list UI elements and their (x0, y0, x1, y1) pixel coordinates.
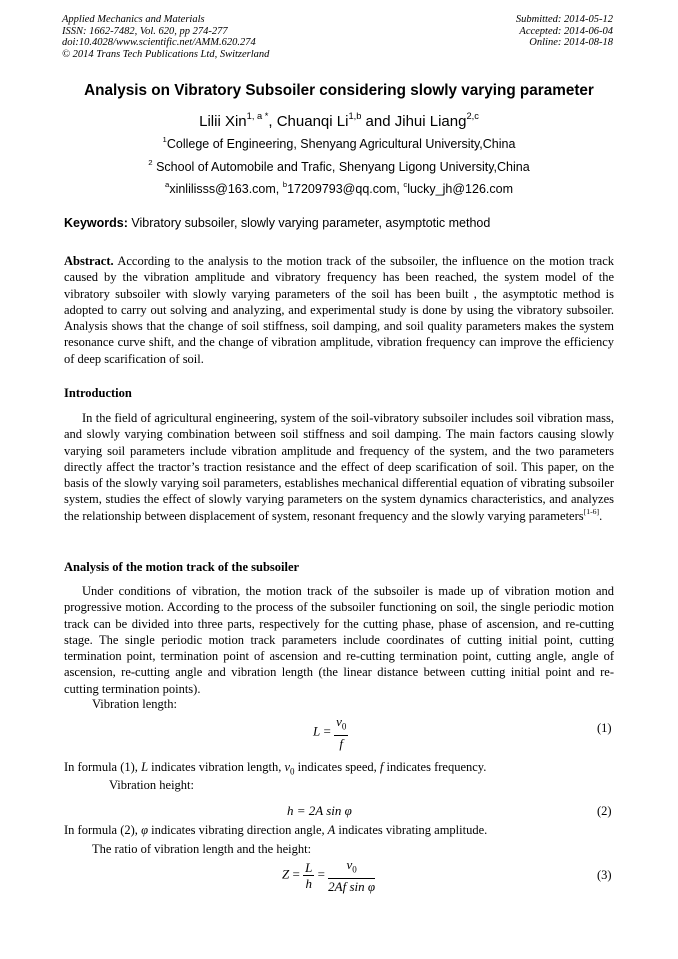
author-2-sup: 1,b (348, 111, 362, 122)
formula-2-explanation: In formula (2), φ indicates vibrating direction angle, A indicates vibrating amplitude. (64, 823, 488, 837)
email-c[interactable]: lucky_jh@126.com (407, 182, 513, 196)
email-b[interactable]: 17209793@qq.com, (287, 182, 404, 196)
paper-title: Analysis on Vibratory Subsoiler considering slowly varying parameter (84, 82, 594, 99)
author-3-sup: 2,c (466, 111, 479, 122)
introduction-heading: Introduction (64, 386, 132, 400)
email-a[interactable]: xinlilisss@163.com, (169, 182, 283, 196)
motion-track-text: Under conditions of vibration, the motion track of the subsoiler is made up of vibration motion and progressive motion. According to the process of the subsoiler functioning on soil, the single periodic motion track can be divided into three parts, respectively for the cutting phase, phase of ascension, and re-cutting stage. The single periodic motion track parameters include coordinates of cutting initial point, cutting termination point, termination point of ascension and re-cutting termination point, cutting angle, angle of ascension, re-cutting angle and vibration length (the linear distance between cutting initial point and re-cutting termination points). (64, 584, 614, 696)
affiliation-1: $^1$College of Engineering, Shenyang Agricultural University,China (162, 135, 516, 151)
equation-3-fraction-1: $\frac{L}{h}$ (305, 859, 313, 891)
submitted-date: Submitted: 2014-05-12 (515, 14, 613, 25)
journal-header (62, 14, 269, 60)
keywords-text: Vibratory subsoiler, slowly varying parameter, asymptotic method (127, 216, 491, 230)
vibration-height-label: Vibration height: (109, 778, 194, 792)
affiliation-2: $^2$ School of Automobile and Trafic, Shenyang Ligong University,China (148, 158, 530, 174)
doi-line: doi:10.4028/www.scientific.net/AMM.620.274 (62, 37, 256, 48)
keywords-label: Keywords: (64, 216, 128, 230)
online-date: Online: 2014-08-18 (529, 37, 613, 48)
author-1: Lilii Xin (199, 113, 247, 130)
author-3: and Jihui Liang (361, 113, 467, 130)
abstract (64, 253, 614, 367)
email-line: $^a$xinlilisss@163.com, $^b$17209793@qq.com, $^c$lucky_jh@126.com (165, 180, 513, 196)
equation-3-number: (3) (597, 868, 612, 882)
keywords (64, 216, 624, 230)
citation-ref[interactable]: [1-6] (583, 506, 600, 516)
author-line (0, 113, 678, 130)
introduction-text: In the field of agricultural engineering, system of the soil-vibratory subsoiler includes soil vibration mass, and slowly varying combination between soil stiffness and soil damping. The main factors causing slowly varying soil parameters include vibration amplitude and frequency of the system, and the two parameters directly affect the tractor’s traction resistance and the effect of deep scarification of soil. This paper, on the basis of the slowly varying soil parameters, establishes mechanical differential equation of vibrating subsoiler system, studies the effect of slowly varying parameters on the system dynamics characteristics, and analyzes the relationship between displacement of system, resonant frequency and the slowly varying parameters[1-6]. (64, 411, 614, 523)
equation-1-fraction: $\frac{v_0}{f}$ (336, 714, 347, 751)
equation-2: h = 2A sin φ (287, 803, 352, 818)
journal-name: Applied Mechanics and Materials (62, 14, 205, 25)
abstract-text: According to the analysis to the motion track of the subsoiler, the influence on the motion track caused by the vibration amplitude and vibratory frequency has been reached, the system model of the vibratory subsoiler with slowly varying parameters of the soil has been built , the asymptotic method is adopted to carry out solving and analyzing, and experimental study is done by using the vibratory subsoiler. Analysis shows that the change of soil stiffness, soil damping, and soil quality parameters makes the system resonance curve shift, and the change of vibration amplitude, vibration frequency can improve the efficiency of deep scarification of soil. (64, 254, 614, 366)
formula-1-explanation: In formula (1), L indicates vibration length, $v_0$ indicates speed, f indicates frequency. (64, 760, 487, 777)
abstract-label: Abstract. (64, 254, 114, 268)
equation-3-fraction-2: $\frac{v_0}{\text{2Af sin φ}}$ (328, 857, 376, 894)
equation-1-number: (1) (597, 721, 612, 735)
issn-line: ISSN: 1662-7482, Vol. 620, pp 274-277 (62, 25, 228, 37)
author-1-sup: 1, a * (246, 111, 269, 122)
motion-track-heading: Analysis of the motion track of the subsoiler (64, 560, 300, 574)
equation-2-number: (2) (597, 804, 612, 818)
ratio-label: The ratio of vibration length and the height: (92, 842, 312, 856)
equation-1: L = $\frac{v_0}{f}$ (313, 714, 347, 751)
dates-header (516, 14, 613, 49)
vibration-length-label: Vibration length: (92, 697, 177, 711)
accepted-date: Accepted: 2014-06-04 (519, 25, 613, 37)
equation-3: Z = $\frac{L}{h}$ = $\frac{v_0}{\text{2Af sin φ}}$ (282, 857, 376, 894)
author-2: , Chuanqi Li (268, 113, 349, 130)
copyright-line: © 2014 Trans Tech Publications Ltd, Switzerland (62, 48, 270, 60)
